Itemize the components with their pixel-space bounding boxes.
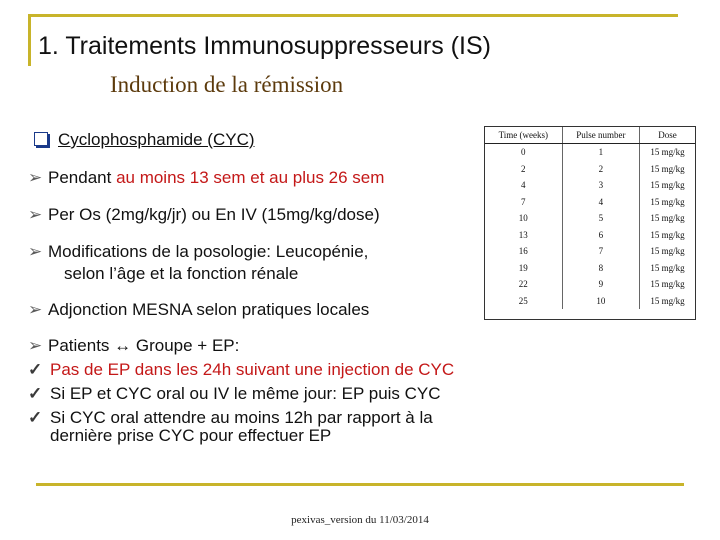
list-item-route bbox=[28, 205, 380, 225]
table-cell: 15 mg/kg bbox=[650, 180, 685, 191]
table-cell: 5 bbox=[562, 210, 640, 227]
table-cell: 15 mg/kg bbox=[650, 262, 685, 273]
table-cell: 7 bbox=[485, 194, 562, 211]
table-row bbox=[485, 210, 695, 227]
arrow-bullet-icon: ➢ bbox=[28, 300, 43, 319]
footer-version: pexivas_version du 11/03/2014 bbox=[291, 514, 429, 526]
table-cell: 6 bbox=[562, 227, 640, 244]
check-item-1 bbox=[28, 360, 454, 380]
square-bullet-icon bbox=[34, 132, 48, 146]
frame-accent-left bbox=[28, 14, 31, 66]
modification-text-2: selon l’âge et la fonction rénale bbox=[64, 264, 299, 283]
table-cell: 15 mg/kg bbox=[650, 147, 685, 158]
check-text-2: Si EP et CYC oral ou IV le même jour: EP puis CYC bbox=[50, 384, 441, 403]
table-cell: 15 mg/kg bbox=[650, 279, 685, 290]
arrow-bullet-icon: ➢ bbox=[28, 336, 43, 355]
table-header-cell: Pulse number bbox=[562, 127, 640, 144]
table-row bbox=[485, 161, 695, 178]
check-item-3 bbox=[28, 408, 433, 428]
arrow-bullet-icon: ➢ bbox=[28, 168, 43, 187]
table-row bbox=[485, 177, 695, 194]
table-row bbox=[485, 227, 695, 244]
table-row bbox=[485, 293, 695, 310]
dosing-table-image bbox=[484, 126, 696, 320]
table-cell: 22 bbox=[485, 276, 562, 293]
patients-text: Patients ↔ Groupe + EP: bbox=[48, 336, 240, 355]
dosing-table bbox=[485, 127, 695, 309]
table-header-cell: Time (weeks) bbox=[485, 127, 562, 144]
table-cell: 15 mg/kg bbox=[650, 196, 685, 207]
table-row bbox=[485, 194, 695, 211]
table-header-cell: Dose bbox=[640, 127, 695, 144]
table-cell: 15 mg/kg bbox=[650, 163, 685, 174]
check-text-1: Pas de EP dans les 24h suivant une injection de CYC bbox=[50, 360, 455, 379]
table-cell: 7 bbox=[562, 243, 640, 260]
table-cell: 15 mg/kg bbox=[650, 295, 685, 306]
table-row bbox=[485, 243, 695, 260]
table-cell: 15 mg/kg bbox=[650, 213, 685, 224]
section-heading bbox=[34, 130, 255, 150]
table-row bbox=[485, 144, 695, 161]
checkmark-icon: ✓ bbox=[28, 384, 43, 403]
table-cell: 8 bbox=[562, 260, 640, 277]
table-cell: 13 bbox=[485, 227, 562, 244]
table-cell: 3 bbox=[562, 177, 640, 194]
mesna-text: Adjonction MESNA selon pratiques locales bbox=[48, 300, 370, 319]
arrow-bullet-icon: ➢ bbox=[28, 205, 43, 224]
table-cell: 2 bbox=[562, 161, 640, 178]
section-heading-text: Cyclophosphamide (CYC) bbox=[58, 130, 255, 149]
list-item-mesna bbox=[28, 300, 369, 320]
table-cell: 10 bbox=[485, 210, 562, 227]
list-item-dose-modification bbox=[28, 242, 368, 262]
duration-value: au moins 13 sem et au plus 26 sem bbox=[116, 168, 385, 187]
table-cell: 19 bbox=[485, 260, 562, 277]
table-header-row bbox=[485, 127, 695, 144]
duration-label: Pendant bbox=[48, 168, 117, 187]
table-cell: 15 mg/kg bbox=[650, 246, 685, 257]
table-row bbox=[485, 260, 695, 277]
table-cell: 1 bbox=[562, 144, 640, 161]
frame-accent-top bbox=[28, 14, 678, 17]
modification-text-1: Modifications de la posologie: Leucopénie, bbox=[48, 242, 369, 261]
checkmark-icon: ✓ bbox=[28, 408, 43, 427]
table-cell: 4 bbox=[562, 194, 640, 211]
table-cell: 15 mg/kg bbox=[650, 229, 685, 240]
checkmark-icon: ✓ bbox=[28, 360, 43, 379]
slide-subtitle: Induction de la rémission bbox=[110, 72, 344, 97]
table-cell: 16 bbox=[485, 243, 562, 260]
table-cell: 4 bbox=[485, 177, 562, 194]
table-cell: 25 bbox=[485, 293, 562, 310]
check-text-3b: dernière prise CYC pour effectuer EP bbox=[50, 426, 332, 445]
table-cell: 2 bbox=[485, 161, 562, 178]
list-item-patients bbox=[28, 336, 239, 356]
list-item-duration bbox=[28, 168, 384, 188]
check-item-2 bbox=[28, 384, 441, 404]
table-cell: 0 bbox=[485, 144, 562, 161]
route-text: Per Os (2mg/kg/jr) ou En IV (15mg/kg/dose) bbox=[48, 205, 380, 224]
table-row bbox=[485, 276, 695, 293]
slide-title: 1. Traitements Immunosuppresseurs (IS) bbox=[38, 32, 491, 60]
footer-divider bbox=[36, 483, 684, 486]
arrow-bullet-icon: ➢ bbox=[28, 242, 43, 261]
table-cell: 9 bbox=[562, 276, 640, 293]
table-cell: 10 bbox=[562, 293, 640, 310]
check-text-3a: Si CYC oral attendre au moins 12h par rapport à la bbox=[50, 408, 433, 427]
